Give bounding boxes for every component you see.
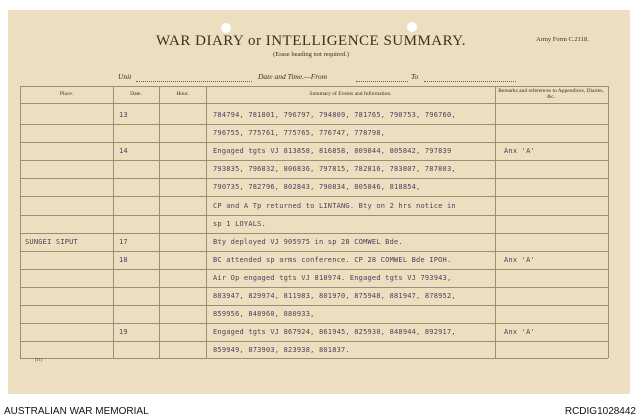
row-rule — [20, 287, 608, 288]
entry-remarks: Anx 'A' — [504, 147, 535, 155]
header-date: Date. — [130, 91, 142, 97]
row-rule — [20, 196, 608, 197]
entry-summary: 784794, 781801, 796797, 794809, 781765, 790753, 796760, — [213, 111, 456, 119]
table-bottom-rule — [20, 358, 608, 359]
row-rule — [20, 160, 608, 161]
entry-date: 17 — [119, 238, 128, 246]
column-rule — [113, 86, 114, 358]
date-time-underline — [356, 81, 408, 82]
entry-summary: CP and A Tp returned to LINTANG. Bty on 2 hrs notice in — [213, 202, 456, 210]
unit-label: Unit — [118, 72, 132, 81]
row-rule — [20, 323, 608, 324]
column-rule — [159, 86, 160, 358]
row-rule — [20, 341, 608, 342]
header-hour: Hour. — [176, 91, 189, 97]
header-place: Place. — [59, 91, 74, 97]
entry-date: 13 — [119, 111, 128, 119]
entry-remarks: Anx 'A' — [504, 328, 535, 336]
entry-place: SUNGEI SIPUT — [25, 238, 78, 246]
punch-hole-right — [407, 22, 417, 32]
column-rule — [495, 86, 496, 358]
unit-underline — [136, 81, 252, 82]
date-time-label: Date and Time.—From — [258, 72, 328, 81]
entry-summary: 859956, 848960, 880933, — [213, 310, 315, 318]
entry-summary: 796755, 775761, 775765, 776747, 778798, — [213, 129, 386, 137]
entry-summary: Engaged tgts VJ 813858, 816858, 809844, 805842, 797839 — [213, 147, 452, 155]
entry-summary: 793835, 796832, 806836, 797815, 782816, 783807, 787803, — [213, 165, 456, 173]
entry-summary: Bty deployed VJ 905975 in sp 28 COMWEL Bde. — [213, 238, 403, 246]
entry-summary: Engaged tgts VJ 867924, 861945, 825930, 848944, 892917, — [213, 328, 456, 336]
entry-summary: sp 1 LOYALS. — [213, 220, 266, 228]
entry-summary: 803947, 829974, 811983, 801970, 875948, 881947, 878952, — [213, 292, 456, 300]
entry-remarks: Anx 'A' — [504, 256, 535, 264]
to-label: To — [411, 72, 419, 81]
form-title: WAR DIARY or INTELLIGENCE SUMMARY. — [156, 33, 466, 49]
entry-summary: Air Op engaged tgts VJ 818974. Engaged tgts VJ 793943, — [213, 274, 452, 282]
column-rule — [20, 86, 21, 358]
header-summary: Summary of Events and Information. — [309, 91, 392, 97]
to-underline — [424, 81, 516, 82]
punch-hole-left — [221, 23, 231, 33]
row-rule — [20, 305, 608, 306]
entry-date: 19 — [119, 328, 128, 336]
row-rule — [20, 251, 608, 252]
print-code: (11) — [35, 357, 43, 362]
column-rule — [608, 86, 609, 358]
row-rule — [20, 178, 608, 179]
entry-summary: BC attended sp arms conference. CP 28 COMWEL Bde IPOH. — [213, 256, 452, 264]
table-top-rule — [20, 86, 608, 87]
entry-date: 18 — [119, 256, 128, 264]
row-rule — [20, 124, 608, 125]
row-rule — [20, 269, 608, 270]
header-rule — [20, 103, 608, 104]
row-rule — [20, 233, 608, 234]
row-rule — [20, 215, 608, 216]
record-id: RCDIG1028442 — [564, 406, 636, 417]
form-subtitle: (Erase heading not required.) — [273, 51, 349, 58]
entry-summary: 859949, 873903, 823938, 801837. — [213, 346, 350, 354]
row-rule — [20, 142, 608, 143]
column-rule — [206, 86, 207, 358]
header-remarks: Remarks and references to Appendices, Diaries, &c. — [498, 88, 604, 100]
army-form-number: Army Form C.2118. — [536, 36, 589, 43]
entry-date: 14 — [119, 147, 128, 155]
archive-credit: AUSTRALIAN WAR MEMORIAL — [4, 406, 149, 417]
entry-summary: 790735, 782796, 802843, 790834, 805846, 818854, — [213, 183, 421, 191]
